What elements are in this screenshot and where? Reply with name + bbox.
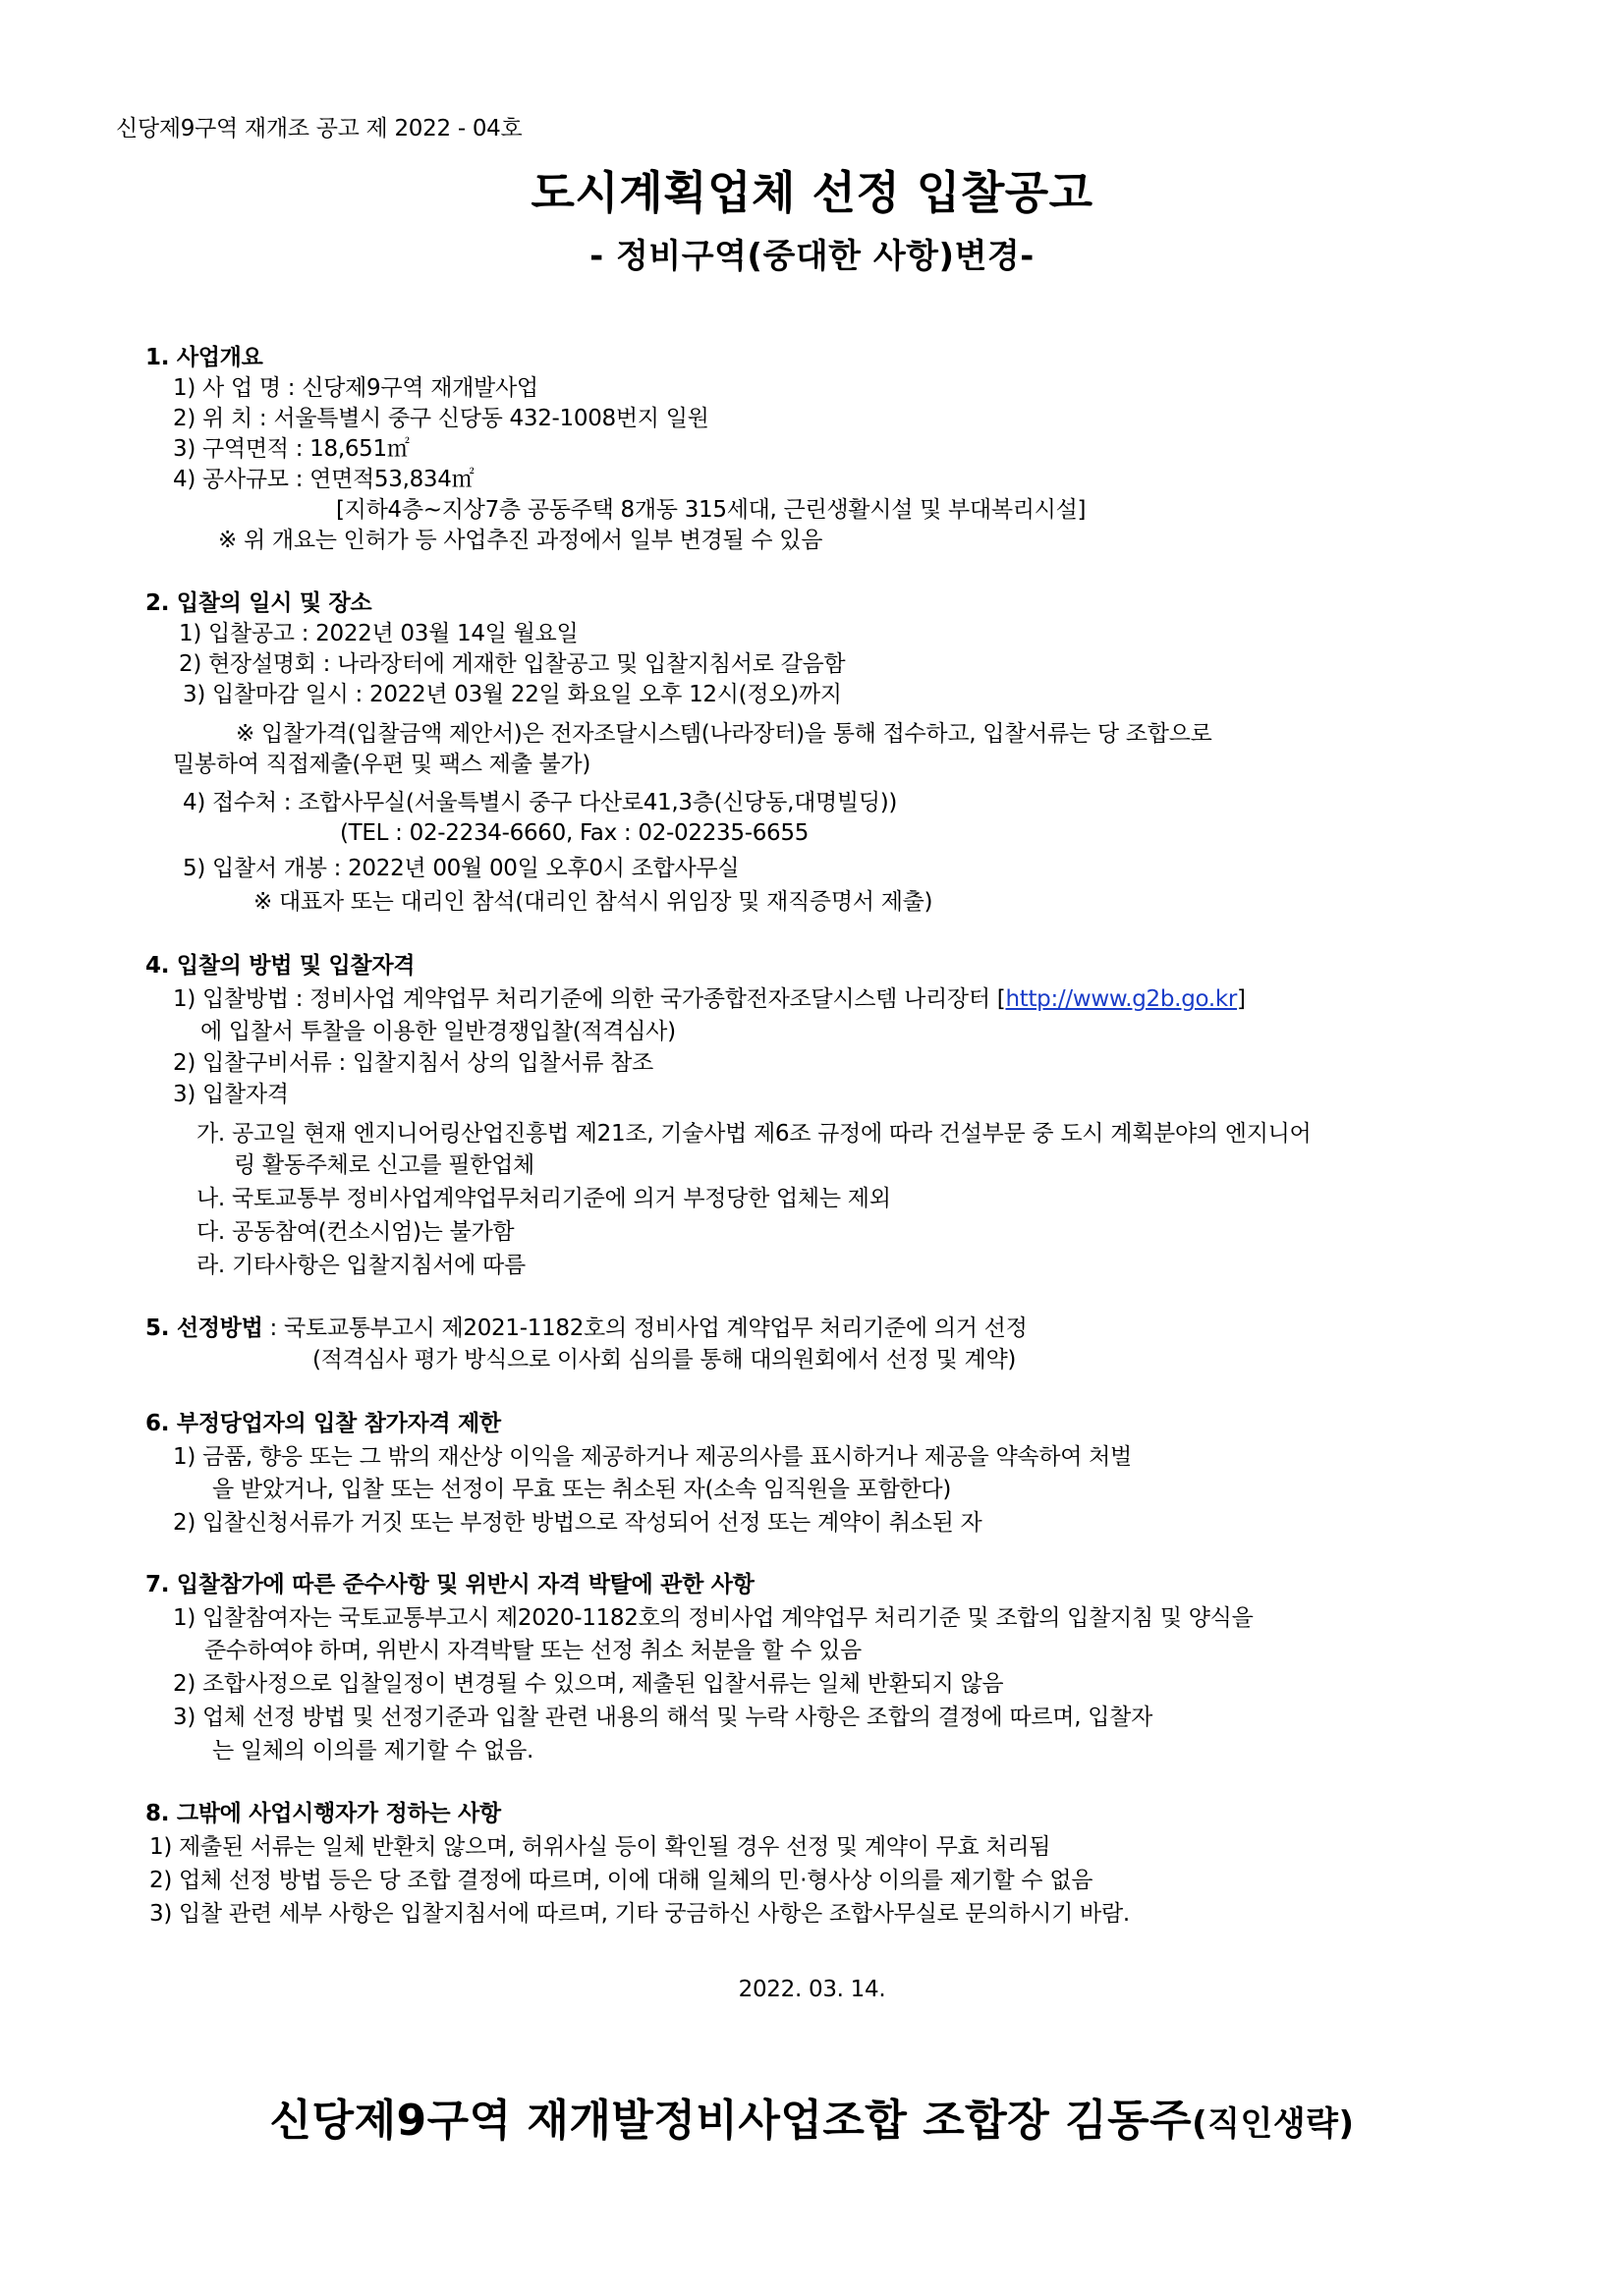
section-1-line: [지하4층~지상7층 공동주택 8개동 315세대, 근린생활시설 및 부대복리시설]	[336, 497, 1087, 523]
section-7-line: 준수하여야 하며, 위반시 자격박탈 또는 선정 취소 처분을 할 수 있음	[204, 1638, 862, 1663]
section-6-line: 을 받았거나, 입찰 또는 선정이 무효 또는 취소된 자(소속 임직원을 포함한다)	[212, 1477, 952, 1502]
section-1-line: 4) 공사규모 : 연면적53,834㎡	[173, 467, 475, 492]
section-2-note: ※ 대표자 또는 대리인 참석(대리인 참석시 위임장 및 재직증명서 제출)	[253, 889, 933, 915]
section-1-heading: 1. 사업개요	[145, 345, 263, 370]
section-4-line-text: ]	[1237, 986, 1246, 1012]
section-8-heading: 8. 그밖에 사업시행자가 정하는 사항	[145, 1801, 501, 1826]
section-4-line: 나. 국토교통부 정비사업계약업무처리기준에 의거 부정당한 업체는 제외	[196, 1186, 891, 1211]
page-subtitle: - 정비구역(중대한 사항)변경-	[589, 237, 1035, 276]
section-7-line: 1) 입찰참여자는 국토교통부고시 제2020-1182호의 정비사업 계약업무 처리기준 및 조합의 입찰지침 및 양식을	[173, 1605, 1254, 1631]
section-6-heading: 6. 부정당업자의 입찰 참가자격 제한	[145, 1411, 501, 1436]
section-4-line: 다. 공동참여(컨소시엄)는 불가함	[196, 1219, 515, 1245]
section-2-heading: 2. 입찰의 일시 및 장소	[145, 590, 372, 616]
notice-number: 신당제9구역 재개조 공고 제 2022 - 04호	[116, 116, 523, 141]
section-2-line: 4) 접수처 : 조합사무실(서울특별시 중구 다산로41,3층(신당동,대명빌딩))	[183, 790, 898, 815]
section-7-line: 2) 조합사정으로 입찰일정이 변경될 수 있으며, 제출된 입찰서류는 일체 반환되지 않음	[173, 1671, 1004, 1697]
section-5-heading: 5. 선정방법	[145, 1316, 263, 1341]
section-1-line: 3) 구역면적 : 18,651㎡	[173, 436, 410, 462]
section-7-line: 3) 업체 선정 방법 및 선정기준과 입찰 관련 내용의 해석 및 누락 사항은 조합의 결정에 따르며, 입찰자	[173, 1705, 1152, 1730]
issuer-name: 신당제9구역 재개발정비사업조합 조합장 김동주	[269, 2096, 1193, 2146]
section-8-line: 3) 입찰 관련 세부 사항은 입찰지침서에 따르며, 기타 궁금하신 사항은 조합사무실로 문의하시기 바람.	[149, 1901, 1130, 1927]
section-8-line: 1) 제출된 서류는 일체 반환치 않으며, 허위사실 등이 확인될 경우 선정 및 계약이 무효 처리됨	[149, 1834, 1051, 1860]
section-4-line: 2) 입찰구비서류 : 입찰지침서 상의 입찰서류 참조	[173, 1050, 653, 1076]
section-2-line: 밀봉하여 직접제출(우편 및 팩스 제출 불가)	[173, 752, 591, 777]
section-1-line: 2) 위 치 : 서울특별시 중구 신당동 432-1008번지 일원	[173, 406, 709, 431]
section-6-line: 2) 입찰신청서류가 거짓 또는 부정한 방법으로 작성되어 선정 또는 계약이 취소된 자	[173, 1510, 982, 1536]
g2b-link[interactable]: http://www.g2b.go.kr	[1005, 986, 1238, 1012]
section-5-line	[145, 1315, 1028, 1342]
section-2-line: (TEL : 02-2234-6660, Fax : 02-02235-6655	[340, 820, 810, 846]
section-7-heading: 7. 입찰참가에 따른 준수사항 및 위반시 자격 박탈에 관한 사항	[145, 1572, 755, 1597]
section-2-line: 5) 입찰서 개봉 : 2022년 00월 00일 오후0시 조합사무실	[183, 856, 740, 881]
section-5-line: (적격심사 평가 방식으로 이사회 심의를 통해 대의원회에서 선정 및 계약)	[312, 1347, 1017, 1372]
section-6-line: 1) 금품, 향응 또는 그 밖의 재산상 이익을 제공하거나 제공의사를 표시하거나 제공을 약속하여 처벌	[173, 1444, 1132, 1470]
section-2-note: ※ 입찰가격(입찰금액 제안서)은 전자조달시스템(나라장터)을 통해 접수하고, 입찰서류는 당 조합으로	[236, 721, 1212, 747]
issuer-signature	[0, 2095, 1624, 2151]
section-7-line: 는 일체의 이의를 제기할 수 없음.	[212, 1738, 534, 1764]
section-2-line: 2) 현장설명회 : 나라장터에 게재한 입찰공고 및 입찰지침서로 갈음함	[179, 651, 846, 677]
section-4-line: 에 입찰서 투찰을 이용한 일반경쟁입찰(적격심사)	[200, 1019, 676, 1044]
section-4-line: 가. 공고일 현재 엔지니어링산업진흥법 제21조, 기술사법 제6조 규정에 따라 건설부문 중 도시 계획분야의 엔지니어	[196, 1121, 1312, 1147]
section-5-text: : 국토교통부고시 제2021-1182호의 정비사업 계약업무 처리기준에 의거 선정	[262, 1316, 1028, 1341]
page-title: 도시계획업체 선정 입찰공고	[531, 166, 1093, 219]
section-4-line-text: 1) 입찰방법 : 정비사업 계약업무 처리기준에 의한 국가종합전자조달시스템 나리장터 [	[173, 986, 1006, 1012]
notice-date: 2022. 03. 14.	[738, 1977, 886, 2002]
section-4-line	[173, 985, 1246, 1013]
seal-omitted-note: (직인생략)	[1192, 2104, 1355, 2144]
section-1-note: ※ 위 개요는 인허가 등 사업추진 과정에서 일부 변경될 수 있음	[218, 528, 823, 553]
section-4-line: 링 활동주체로 신고를 필한업체	[234, 1152, 534, 1178]
section-2-line: 1) 입찰공고 : 2022년 03월 14일 월요일	[179, 621, 579, 646]
section-4-line: 3) 입찰자격	[173, 1082, 289, 1107]
section-8-line: 2) 업체 선정 방법 등은 당 조합 결정에 따르며, 이에 대해 일체의 민·형사상 이의를 제기할 수 없음	[149, 1868, 1093, 1893]
section-1-line: 1) 사 업 명 : 신당제9구역 재개발사업	[173, 375, 538, 401]
section-2-line: 3) 입찰마감 일시 : 2022년 03월 22일 화요일 오후 12시(정오)까지	[183, 682, 842, 707]
section-4-line: 라. 기타사항은 입찰지침서에 따름	[196, 1253, 526, 1278]
section-4-heading: 4. 입찰의 방법 및 입찰자격	[145, 953, 416, 979]
